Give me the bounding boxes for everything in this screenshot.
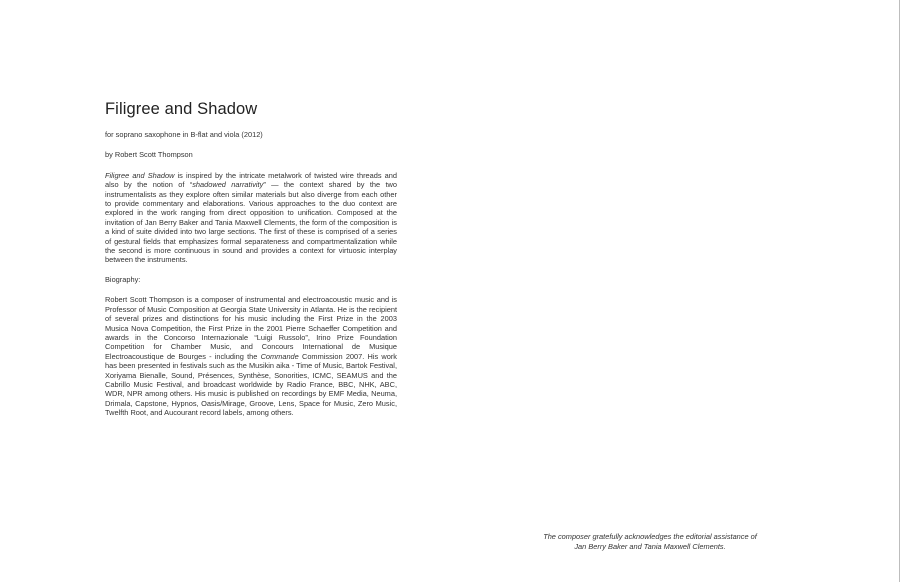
program-note bbox=[105, 171, 397, 265]
program-note-text-1: is inspired by the intricate metalwork of twisted wire threads and also by the notion of “ bbox=[105, 170, 397, 190]
biography-text-1: Robert Scott Thompson is a composer of instrumental and electroacoustic music and is Professor of Music Composition at Georgia State University in Atlanta. He is the recipient of several prizes and distinctions for his music including the First Prize in the 2003 Musica Nova Competition, the First Prize in the 2001 Pierre Schaeffer Competition and awards in the Concorso Internazionale “Luigi Russolo”, Irino Prize Foundation Competition for Chamber Music, and Concours International de Musique Electroacoustique de Bourges - including the bbox=[105, 295, 397, 361]
biography bbox=[105, 295, 397, 417]
acknowledgement-line-2: Jan Berry Baker and Tania Maxwell Clements. bbox=[574, 541, 726, 551]
acknowledgement bbox=[505, 532, 795, 551]
document-body bbox=[105, 100, 397, 428]
biography-heading: Biography: bbox=[105, 274, 141, 284]
acknowledgement-line-1: The composer gratefully acknowledges the editorial assistance of bbox=[543, 532, 757, 541]
program-note-quote-italic: shadowed narrativity bbox=[192, 180, 264, 190]
instrumentation-line: for soprano saxophone in B-flat and viola (2012) bbox=[105, 130, 263, 139]
document-title: Filigree and Shadow bbox=[105, 100, 258, 118]
byline: by Robert Scott Thompson bbox=[105, 150, 193, 160]
biography-text-2: Commission 2007. His work has been presented in festivals such as the Musikin aika - Time of Music, Bartok Festival, Xoriyama Bienalle, Sound, Présences, Synthèse, Sonorities, ICMC, SEAMUS and the Cabrillo Music Festival, and broadcast worldwide by Radio France, BBC, NHK, ABC, WDR, NPR among others. His music is published on recordings by EMF Media, Neuma, Drimala, Capstone, Hypnos, Oasis/Mirage, Groove, Lens, Space for Music, Zero Music, Twelfth Root, and Aucourant record labels, among others. bbox=[105, 351, 397, 418]
program-note-text-2: ” — the context shared by the two instrumentalists as they explore often similar materials but also diverge from each other to provide commentary and elaborations. Various approaches to the duo context are explored in the work ranging from direct opposition to unification. Composed at the invitation of Jan Berry Baker and Tania Maxwell Clements, the form of the composition is a kind of suite divided into two large sections. The first of these is comprised of a series of gestural fields that emphasizes formal separateness and compartmentalization while the second is more continuous in sound and provides a context for virtuosic interplay between the instruments. bbox=[105, 180, 397, 265]
biography-italic: Commande bbox=[260, 351, 299, 361]
program-note-title-italic: Filigree and Shadow bbox=[105, 170, 175, 180]
